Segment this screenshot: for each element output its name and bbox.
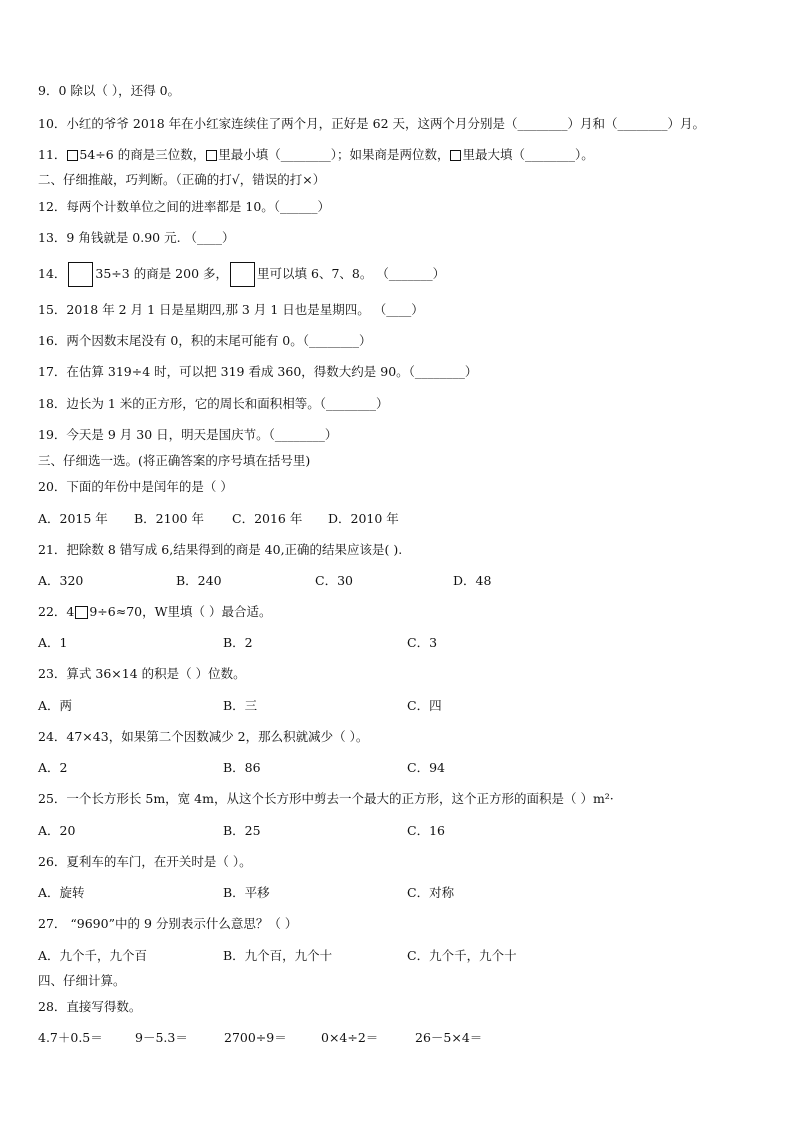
question-12: 12．每两个计数单位之间的进率都是 10。（______）	[38, 199, 331, 214]
section-4-heading: 四、仔细计算。	[38, 973, 126, 988]
question-21: 21．把除数 8 错写成 6,结果得到的商是 40,正确的结果应该是( ).	[38, 542, 403, 557]
option-c[interactable]: C．九个千，九个十	[407, 948, 517, 963]
section-2-heading: 二、仔细推敲，巧判断。（正确的打√，错误的打×）	[38, 172, 326, 187]
question-19: 19．今天是 9 月 30 日，明天是国庆节。（________）	[38, 427, 338, 442]
question-13: 13．9 角钱就是 0.90 元. （____）	[38, 230, 235, 245]
question-15: 15．2018 年 2 月 1 日是星期四,那 3 月 1 日也是星期四。 （____）	[38, 302, 424, 317]
question-14	[38, 261, 445, 287]
question-20: 20．下面的年份中是闰年的是（ ）	[38, 479, 233, 494]
calc-item-1: 4.7＋0.5＝	[38, 1030, 103, 1045]
question-23: 23．算式 36×14 的积是（ ）位数。	[38, 666, 246, 681]
option-c[interactable]: C．94	[407, 760, 445, 775]
option-a[interactable]: A．2015 年	[38, 511, 108, 526]
option-a[interactable]: A．1	[38, 635, 68, 650]
blank-box-icon	[75, 606, 88, 619]
option-c[interactable]: C．对称	[407, 885, 455, 900]
calc-item-4: 0×4÷2＝	[321, 1030, 379, 1045]
option-a[interactable]: A．320	[38, 573, 84, 588]
option-c[interactable]: C．30	[315, 573, 353, 588]
section-3-heading: 三、仔细选一选。(将正确答案的序号填在括号里)	[38, 453, 311, 468]
question-14-text-b: 里可以填 6、7、8。 （_______）	[257, 266, 446, 281]
option-b[interactable]: B．九个百，九个十	[223, 948, 333, 963]
option-a[interactable]: A．九个千，九个百	[38, 948, 148, 963]
question-24: 24．47×43，如果第二个因数减少 2，那么积就减少（ ）。	[38, 729, 369, 744]
option-c[interactable]: C．16	[407, 823, 445, 838]
blank-box-icon	[68, 262, 93, 287]
option-a[interactable]: A．2	[38, 760, 68, 775]
question-10: 10．小红的爷爷 2018 年在小红家连续住了两个月，正好是 62 天，这两个月分别是（________）月和（________）月。	[38, 116, 706, 131]
option-b[interactable]: B．25	[223, 823, 261, 838]
question-18: 18．边长为 1 米的正方形，它的周长和面积相等。（________）	[38, 396, 389, 411]
option-b[interactable]: B．86	[223, 760, 261, 775]
question-22-text-a: 22．4	[38, 604, 75, 619]
option-b[interactable]: B．三	[223, 698, 258, 713]
blank-box-icon	[67, 150, 78, 161]
question-11	[38, 147, 594, 163]
question-17: 17．在估算 319÷4 时，可以把 319 看成 360，得数大约是 90。（________）	[38, 364, 478, 379]
question-11-text-c: 里最大填（________）。	[462, 147, 594, 162]
question-11-text-a: 54÷6 的商是三位数，	[79, 147, 206, 162]
question-11-number: 11．	[38, 147, 67, 162]
question-22	[38, 604, 271, 620]
option-d[interactable]: D．2010 年	[328, 511, 399, 526]
option-b[interactable]: B．平移	[223, 885, 270, 900]
question-28: 28．直接写得数。	[38, 999, 142, 1014]
question-25: 25．一个长方形长 5m，宽 4m，从这个长方形中剪去一个最大的正方形，这个正方形的面积是（ ）m²·	[38, 791, 614, 806]
option-c[interactable]: C．3	[407, 635, 438, 650]
blank-box-icon	[206, 150, 217, 161]
option-a[interactable]: A．两	[38, 698, 73, 713]
option-d[interactable]: D．48	[453, 573, 492, 588]
question-22-text-b: 9÷6≈70，W里填（ ）最合适。	[89, 604, 272, 619]
calc-item-3: 2700÷9＝	[224, 1030, 287, 1045]
blank-box-icon	[230, 262, 255, 287]
question-11-text-b: 里最小填（________）；如果商是两位数，	[218, 147, 450, 162]
calc-item-5: 26－5×4＝	[415, 1030, 483, 1045]
option-c[interactable]: C．2016 年	[232, 511, 303, 526]
calc-item-2: 9－5.3＝	[135, 1030, 188, 1045]
option-b[interactable]: B．2100 年	[134, 511, 204, 526]
option-a[interactable]: A．旋转	[38, 885, 85, 900]
option-a[interactable]: A．20	[38, 823, 76, 838]
question-9: 9．0 除以（ ），还得 0。	[38, 83, 181, 98]
option-b[interactable]: B．240	[176, 573, 222, 588]
question-14-number: 14．	[38, 266, 67, 281]
question-26: 26．夏利车的车门，在开关时是（ ）。	[38, 854, 252, 869]
blank-box-icon	[450, 150, 461, 161]
option-b[interactable]: B．2	[223, 635, 253, 650]
question-16: 16．两个因数末尾没有 0，积的末尾可能有 0。（________）	[38, 333, 372, 348]
question-27: 27． “9690”中的 9 分别表示什么意思？（ ）	[38, 916, 298, 931]
question-14-text-a: 35÷3 的商是 200 多，	[95, 266, 229, 281]
option-c[interactable]: C．四	[407, 698, 442, 713]
